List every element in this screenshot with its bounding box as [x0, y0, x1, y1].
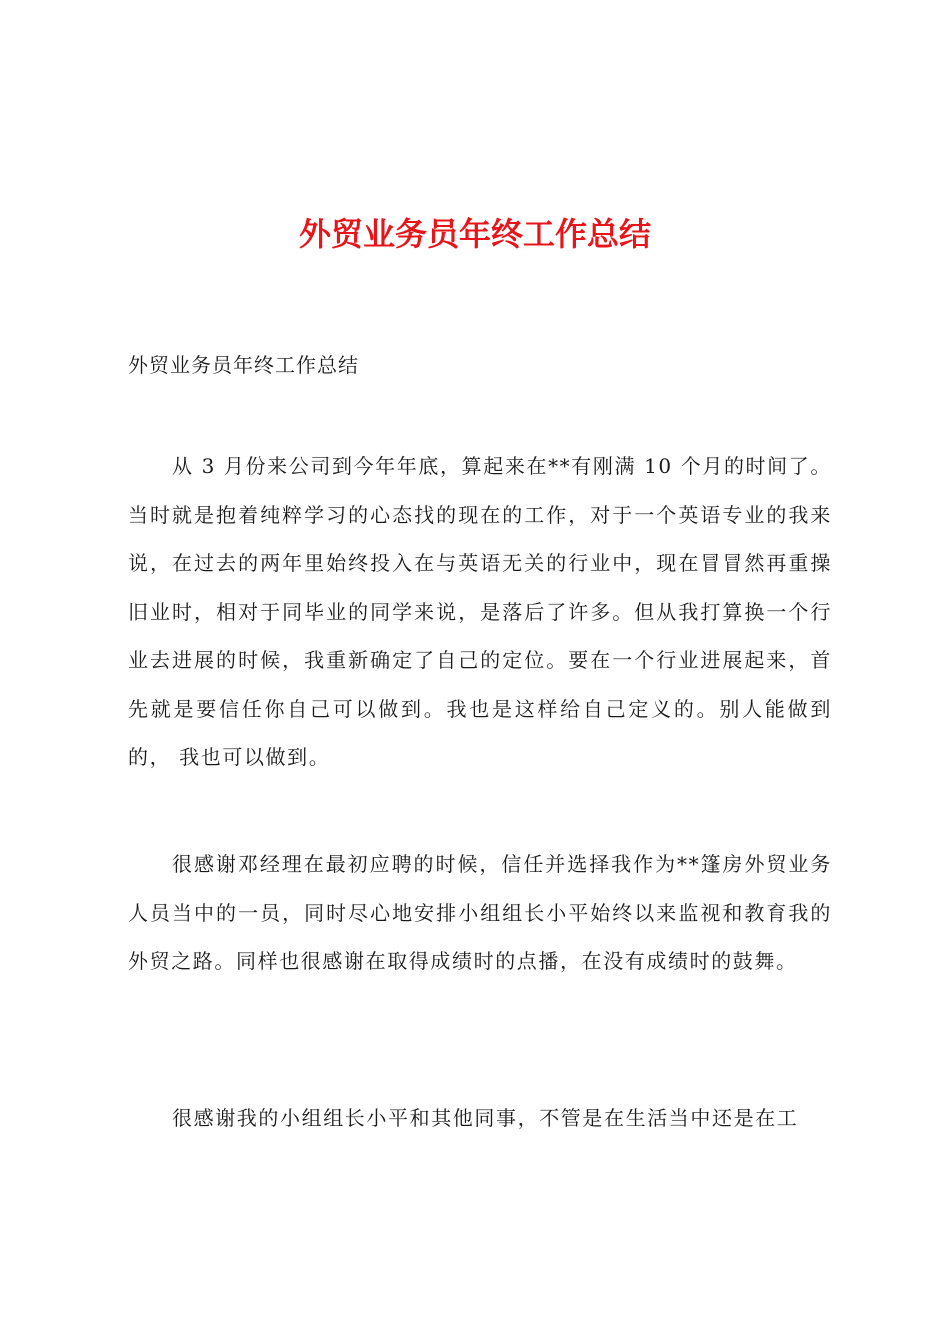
paragraph-3: 很感谢我的小组组长小平和其他同事，不管是在生活当中还是在工 — [172, 1106, 799, 1130]
paragraph-2: 很感谢邓经理在最初应聘的时候，信任并选择我作为**篷房外贸业务人员当中的一员，同时尽心地安排小组组长小平始终以来监视和教育我的外贸之路。同样也很感谢在取得成绩时的点播，在没有成绩时的鼓舞。 — [128, 852, 832, 973]
document-title: 外贸业务员年终工作总结 — [298, 215, 651, 253]
paragraph-1: 从 3 月份来公司到今年年底，算起来在**有刚满 10 个月的时间了。当时就是抱着纯粹学习的心态找的现在的工作，对于一个英语专业的我来说，在过去的两年里始终投入在与英语无关的行业中，现在冒冒然再重操旧业时，相对于同毕业的同学来说，是落后了许多。但从我打算换一个行业去进展的时候，我重新确定了自己的定位。要在一个行业进展起来，首先就是要信任你自己可以做到。我也是这样给自己定义的。别人能做到的， 我也可以做到。 — [128, 454, 832, 769]
document-subtitle: 外贸业务员年终工作总结 — [128, 353, 359, 377]
